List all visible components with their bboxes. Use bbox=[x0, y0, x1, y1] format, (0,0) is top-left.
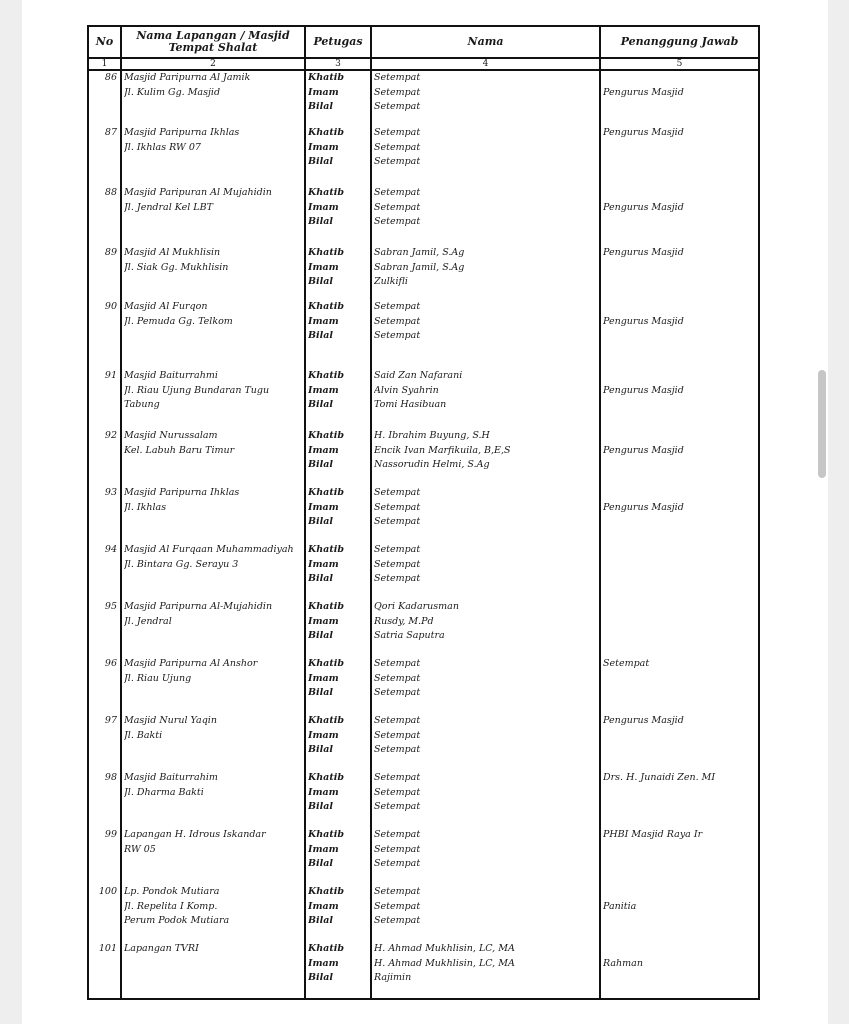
responsible-name bbox=[603, 600, 758, 615]
officer-name: Setempat bbox=[374, 101, 421, 112]
responsible-name: Pengurus Masjid bbox=[603, 86, 684, 98]
role-label: Imam bbox=[308, 729, 339, 741]
location-line: Masjid Al Furqon bbox=[124, 301, 208, 312]
location-line: Jl. Riau Ujung bbox=[124, 672, 192, 684]
row-number: 92 bbox=[88, 429, 121, 486]
location-cell bbox=[121, 600, 305, 657]
name-cell bbox=[371, 657, 600, 714]
row-number: 98 bbox=[88, 771, 121, 828]
location-line: Jl. Dharma Bakti bbox=[124, 786, 204, 798]
role-label: Imam bbox=[308, 957, 339, 969]
location-cell bbox=[121, 543, 305, 600]
location-line: Masjid Baiturrahmi bbox=[124, 370, 218, 381]
responsible-name: Pengurus Masjid bbox=[603, 501, 684, 513]
location-line: Jl. Ikhlas RW 07 bbox=[124, 141, 201, 153]
location-line: Masjid Paripurna Al Anshor bbox=[124, 658, 258, 669]
name-cell bbox=[371, 828, 600, 885]
responsible-name: Pengurus Masjid bbox=[603, 315, 684, 327]
location-cell bbox=[121, 657, 305, 714]
location-cell bbox=[121, 369, 305, 429]
role-label: Bilal bbox=[308, 516, 334, 527]
header-penanggung-jawab: Penanggung Jawab bbox=[600, 26, 759, 58]
officer-name: Alvin Syahrin bbox=[374, 384, 439, 396]
location-cell bbox=[121, 828, 305, 885]
row-number: 88 bbox=[88, 186, 121, 246]
name-cell bbox=[371, 543, 600, 600]
location-line: Masjid Al Mukhlisin bbox=[124, 247, 221, 258]
name-cell bbox=[371, 300, 600, 369]
location-line: Lapangan H. Idrous Iskandar bbox=[124, 829, 266, 840]
role-label: Imam bbox=[308, 384, 339, 396]
role-label: Imam bbox=[308, 141, 339, 153]
location-cell bbox=[121, 246, 305, 300]
role-cell bbox=[305, 70, 371, 126]
role-label: Bilal bbox=[308, 156, 334, 167]
role-cell bbox=[305, 600, 371, 657]
role-label: Bilal bbox=[308, 858, 334, 869]
role-label: Khatib bbox=[308, 127, 344, 138]
officer-name: Setempat bbox=[374, 900, 421, 912]
responsible-cell bbox=[600, 300, 759, 369]
role-label: Bilal bbox=[308, 801, 334, 812]
responsible-name: Pengurus Masjid bbox=[603, 247, 684, 258]
role-label: Khatib bbox=[308, 658, 344, 669]
responsible-cell bbox=[600, 657, 759, 714]
location-line: Jl. Repelita I Komp. bbox=[124, 900, 218, 912]
petugas-shalat-table bbox=[87, 25, 760, 1000]
role-cell bbox=[305, 543, 371, 600]
row-number: 87 bbox=[88, 126, 121, 186]
column-number: 5 bbox=[600, 58, 759, 70]
officer-name: Satria Saputra bbox=[374, 630, 445, 641]
location-cell bbox=[121, 714, 305, 771]
location-cell bbox=[121, 771, 305, 828]
table-row bbox=[88, 300, 759, 369]
officer-name: Encik Ivan Marfikuila, B,E,S bbox=[374, 444, 511, 456]
responsible-name bbox=[603, 300, 758, 315]
responsible-name bbox=[603, 369, 758, 384]
role-cell bbox=[305, 771, 371, 828]
responsible-cell bbox=[600, 885, 759, 942]
officer-name: Setempat bbox=[374, 86, 421, 98]
location-line: Masjid Nurussalam bbox=[124, 430, 218, 441]
table-header-row bbox=[88, 26, 759, 58]
role-label: Imam bbox=[308, 558, 339, 570]
column-number: 3 bbox=[305, 58, 371, 70]
row-number: 89 bbox=[88, 246, 121, 300]
role-label: Khatib bbox=[308, 430, 344, 441]
role-label: Imam bbox=[308, 201, 339, 213]
officer-name: Setempat bbox=[374, 573, 421, 584]
responsible-cell bbox=[600, 369, 759, 429]
location-line: Jl. Jendral Kel LBT bbox=[124, 201, 213, 213]
responsible-name: Pengurus Masjid bbox=[603, 201, 684, 213]
officer-name: Setempat bbox=[374, 915, 421, 926]
name-cell bbox=[371, 429, 600, 486]
row-number: 93 bbox=[88, 486, 121, 543]
officer-name: Rusdy, M.Pd bbox=[374, 615, 434, 627]
role-label: Khatib bbox=[308, 886, 344, 897]
officer-name: Setempat bbox=[374, 786, 421, 798]
role-label: Bilal bbox=[308, 915, 334, 926]
officer-name: Sabran Jamil, S.Ag bbox=[374, 261, 465, 273]
column-number-row bbox=[88, 58, 759, 70]
table-row bbox=[88, 429, 759, 486]
responsible-name bbox=[603, 186, 758, 201]
role-label: Khatib bbox=[308, 772, 344, 783]
role-label: Bilal bbox=[308, 330, 334, 341]
officer-name: Setempat bbox=[374, 886, 421, 897]
responsible-name: PHBI Masjid Raya Ir bbox=[603, 829, 703, 840]
name-cell bbox=[371, 600, 600, 657]
table-row bbox=[88, 126, 759, 186]
responsible-cell bbox=[600, 543, 759, 600]
responsible-name bbox=[603, 942, 758, 957]
role-label: Bilal bbox=[308, 972, 334, 983]
role-cell bbox=[305, 828, 371, 885]
row-number: 91 bbox=[88, 369, 121, 429]
name-cell bbox=[371, 246, 600, 300]
location-cell bbox=[121, 486, 305, 543]
officer-name: Setempat bbox=[374, 187, 421, 198]
row-number: 100 bbox=[88, 885, 121, 942]
responsible-name: Setempat bbox=[603, 658, 650, 669]
table-row bbox=[88, 486, 759, 543]
name-cell bbox=[371, 186, 600, 246]
name-cell bbox=[371, 486, 600, 543]
location-line: Masjid Paripuran Al Mujahidin bbox=[124, 187, 272, 198]
officer-name: Rajimin bbox=[374, 972, 412, 983]
officer-name: Setempat bbox=[374, 558, 421, 570]
responsible-name bbox=[603, 71, 758, 86]
role-label: Khatib bbox=[308, 487, 344, 498]
officer-name: Said Zan Nafarani bbox=[374, 370, 463, 381]
responsible-name bbox=[603, 543, 758, 558]
role-label: Imam bbox=[308, 843, 339, 855]
role-label: Bilal bbox=[308, 744, 334, 755]
header-petugas: Petugas bbox=[305, 26, 371, 58]
officer-name: Setempat bbox=[374, 501, 421, 513]
responsible-cell bbox=[600, 486, 759, 543]
role-label: Khatib bbox=[308, 829, 344, 840]
location-line: Masjid Paripurna Al-Mujahidin bbox=[124, 601, 273, 612]
officer-name: H. Ibrahim Buyung, S.H bbox=[374, 430, 490, 441]
table-row bbox=[88, 186, 759, 246]
name-cell bbox=[371, 369, 600, 429]
location-cell bbox=[121, 126, 305, 186]
role-cell bbox=[305, 714, 371, 771]
table-row bbox=[88, 771, 759, 828]
officer-name: Nassorudin Helmi, S.Ag bbox=[374, 459, 490, 470]
role-label: Imam bbox=[308, 501, 339, 513]
responsible-cell bbox=[600, 714, 759, 771]
row-number: 90 bbox=[88, 300, 121, 369]
responsible-cell bbox=[600, 429, 759, 486]
responsible-cell bbox=[600, 600, 759, 657]
role-cell bbox=[305, 300, 371, 369]
role-label: Khatib bbox=[308, 715, 344, 726]
role-label: Imam bbox=[308, 86, 339, 98]
officer-name: Setempat bbox=[374, 330, 421, 341]
name-cell bbox=[371, 771, 600, 828]
officer-name: Setempat bbox=[374, 544, 421, 555]
officer-name: Sabran Jamil, S.Ag bbox=[374, 247, 465, 258]
location-cell bbox=[121, 186, 305, 246]
location-line: Jl. Siak Gg. Mukhlisin bbox=[124, 261, 229, 273]
row-number: 96 bbox=[88, 657, 121, 714]
role-cell bbox=[305, 942, 371, 999]
officer-name: Setempat bbox=[374, 127, 421, 138]
table-body bbox=[88, 70, 759, 999]
row-number: 97 bbox=[88, 714, 121, 771]
officer-name: Setempat bbox=[374, 141, 421, 153]
responsible-cell bbox=[600, 126, 759, 186]
officer-name: Setempat bbox=[374, 672, 421, 684]
role-cell bbox=[305, 369, 371, 429]
role-label: Khatib bbox=[308, 370, 344, 381]
officer-name: Setempat bbox=[374, 729, 421, 741]
role-label: Khatib bbox=[308, 187, 344, 198]
role-label: Bilal bbox=[308, 276, 334, 287]
officer-name: Setempat bbox=[374, 201, 421, 213]
role-label: Khatib bbox=[308, 943, 344, 954]
role-label: Imam bbox=[308, 615, 339, 627]
role-label: Imam bbox=[308, 786, 339, 798]
role-label: Bilal bbox=[308, 101, 334, 112]
location-line: Kel. Labuh Baru Timur bbox=[124, 444, 235, 456]
officer-name: H. Ahmad Mukhlisin, LC, MA bbox=[374, 957, 515, 969]
role-cell bbox=[305, 186, 371, 246]
location-line: RW 05 bbox=[124, 843, 156, 855]
location-line: Jl. Pemuda Gg. Telkom bbox=[124, 315, 233, 327]
role-cell bbox=[305, 657, 371, 714]
role-cell bbox=[305, 126, 371, 186]
officer-name: Setempat bbox=[374, 487, 421, 498]
responsible-name bbox=[603, 429, 758, 444]
officer-name: Zulkifli bbox=[374, 276, 408, 287]
officer-name: Setempat bbox=[374, 801, 421, 812]
table-row bbox=[88, 600, 759, 657]
location-line: Jl. Ikhlas bbox=[124, 501, 167, 513]
row-number: 101 bbox=[88, 942, 121, 999]
responsible-cell bbox=[600, 186, 759, 246]
responsible-cell bbox=[600, 942, 759, 999]
table-row bbox=[88, 885, 759, 942]
location-line: Masjid Al Furqaan Muhammadiyah bbox=[124, 544, 294, 555]
location-line: Perum Podok Mutiara bbox=[124, 915, 230, 926]
location-cell bbox=[121, 885, 305, 942]
officer-name: Setempat bbox=[374, 829, 421, 840]
role-label: Bilal bbox=[308, 459, 334, 470]
officer-name: Setempat bbox=[374, 658, 421, 669]
responsible-cell bbox=[600, 771, 759, 828]
role-label: Khatib bbox=[308, 301, 344, 312]
name-cell bbox=[371, 714, 600, 771]
location-line: Jl. Jendral bbox=[124, 615, 172, 627]
responsible-name: Pengurus Masjid bbox=[603, 127, 684, 138]
header-no: No bbox=[88, 26, 121, 58]
role-label: Khatib bbox=[308, 247, 344, 258]
role-label: Khatib bbox=[308, 601, 344, 612]
location-cell bbox=[121, 70, 305, 126]
table-row bbox=[88, 942, 759, 999]
name-cell bbox=[371, 942, 600, 999]
officer-name: Setempat bbox=[374, 858, 421, 869]
name-cell bbox=[371, 885, 600, 942]
header-nama: Nama bbox=[371, 26, 600, 58]
location-cell bbox=[121, 429, 305, 486]
role-label: Khatib bbox=[308, 544, 344, 555]
officer-name: Qori Kadarusman bbox=[374, 601, 459, 612]
officer-name: Setempat bbox=[374, 216, 421, 227]
column-number: 2 bbox=[121, 58, 305, 70]
responsible-name bbox=[603, 885, 758, 900]
row-number: 94 bbox=[88, 543, 121, 600]
role-label: Bilal bbox=[308, 630, 334, 641]
role-cell bbox=[305, 885, 371, 942]
table-row bbox=[88, 657, 759, 714]
location-line: Lp. Pondok Mutiara bbox=[124, 886, 220, 897]
location-line: Masjid Paripurna Ikhlas bbox=[124, 127, 240, 138]
location-line: Jl. Riau Ujung Bundaran Tugu bbox=[124, 384, 270, 396]
table-row bbox=[88, 828, 759, 885]
role-label: Bilal bbox=[308, 573, 334, 584]
officer-name: Setempat bbox=[374, 156, 421, 167]
officer-name: Setempat bbox=[374, 315, 421, 327]
officer-name: Setempat bbox=[374, 301, 421, 312]
location-line: Jl. Kulim Gg. Masjid bbox=[124, 86, 221, 98]
location-line: Jl. Bintara Gg. Serayu 3 bbox=[124, 558, 239, 570]
officer-name: Setempat bbox=[374, 843, 421, 855]
location-line: Masjid Paripurna Al Jamik bbox=[124, 72, 251, 83]
officer-name: Setempat bbox=[374, 715, 421, 726]
officer-name: Tomi Hasibuan bbox=[374, 399, 447, 410]
vertical-scrollbar-thumb[interactable] bbox=[818, 370, 826, 478]
responsible-name: Drs. H. Junaidi Zen. MI bbox=[603, 772, 716, 783]
responsible-name: Pengurus Masjid bbox=[603, 715, 684, 726]
row-number: 95 bbox=[88, 600, 121, 657]
name-cell bbox=[371, 70, 600, 126]
responsible-name: Pengurus Masjid bbox=[603, 444, 684, 456]
officer-name: Setempat bbox=[374, 772, 421, 783]
role-label: Imam bbox=[308, 261, 339, 273]
header-lokasi: Nama Lapangan / Masjid Tempat Shalat bbox=[121, 26, 305, 58]
role-label: Imam bbox=[308, 900, 339, 912]
responsible-name: Pengurus Masjid bbox=[603, 384, 684, 396]
responsible-cell bbox=[600, 70, 759, 126]
role-cell bbox=[305, 246, 371, 300]
column-number: 4 bbox=[371, 58, 600, 70]
table-row bbox=[88, 369, 759, 429]
officer-name: Setempat bbox=[374, 744, 421, 755]
role-cell bbox=[305, 429, 371, 486]
column-number: 1 bbox=[88, 58, 121, 70]
location-line: Masjid Nurul Yaqin bbox=[124, 715, 217, 726]
role-label: Imam bbox=[308, 315, 339, 327]
location-cell bbox=[121, 300, 305, 369]
officer-name: H. Ahmad Mukhlisin, LC, MA bbox=[374, 943, 515, 954]
role-label: Khatib bbox=[308, 72, 344, 83]
row-number: 99 bbox=[88, 828, 121, 885]
location-line: Masjid Paripurna Ihklas bbox=[124, 487, 240, 498]
table-row bbox=[88, 246, 759, 300]
role-label: Bilal bbox=[308, 399, 334, 410]
role-label: Imam bbox=[308, 444, 339, 456]
table-row bbox=[88, 714, 759, 771]
role-cell bbox=[305, 486, 371, 543]
location-cell bbox=[121, 942, 305, 999]
table-row bbox=[88, 543, 759, 600]
location-line: Masjid Baiturrahim bbox=[124, 772, 218, 783]
location-line: Tabung bbox=[124, 399, 160, 410]
responsible-name: Rahman bbox=[603, 957, 643, 969]
role-label: Bilal bbox=[308, 216, 334, 227]
location-line: Lapangan TVRI bbox=[124, 943, 199, 954]
row-number: 86 bbox=[88, 70, 121, 126]
responsible-cell bbox=[600, 246, 759, 300]
table-row bbox=[88, 70, 759, 126]
role-label: Bilal bbox=[308, 687, 334, 698]
role-label: Imam bbox=[308, 672, 339, 684]
responsible-name: Panitia bbox=[603, 900, 637, 912]
officer-name: Setempat bbox=[374, 687, 421, 698]
name-cell bbox=[371, 126, 600, 186]
location-line: Jl. Bakti bbox=[124, 729, 163, 741]
officer-name: Setempat bbox=[374, 72, 421, 83]
responsible-cell bbox=[600, 828, 759, 885]
responsible-name bbox=[603, 486, 758, 501]
officer-name: Setempat bbox=[374, 516, 421, 527]
